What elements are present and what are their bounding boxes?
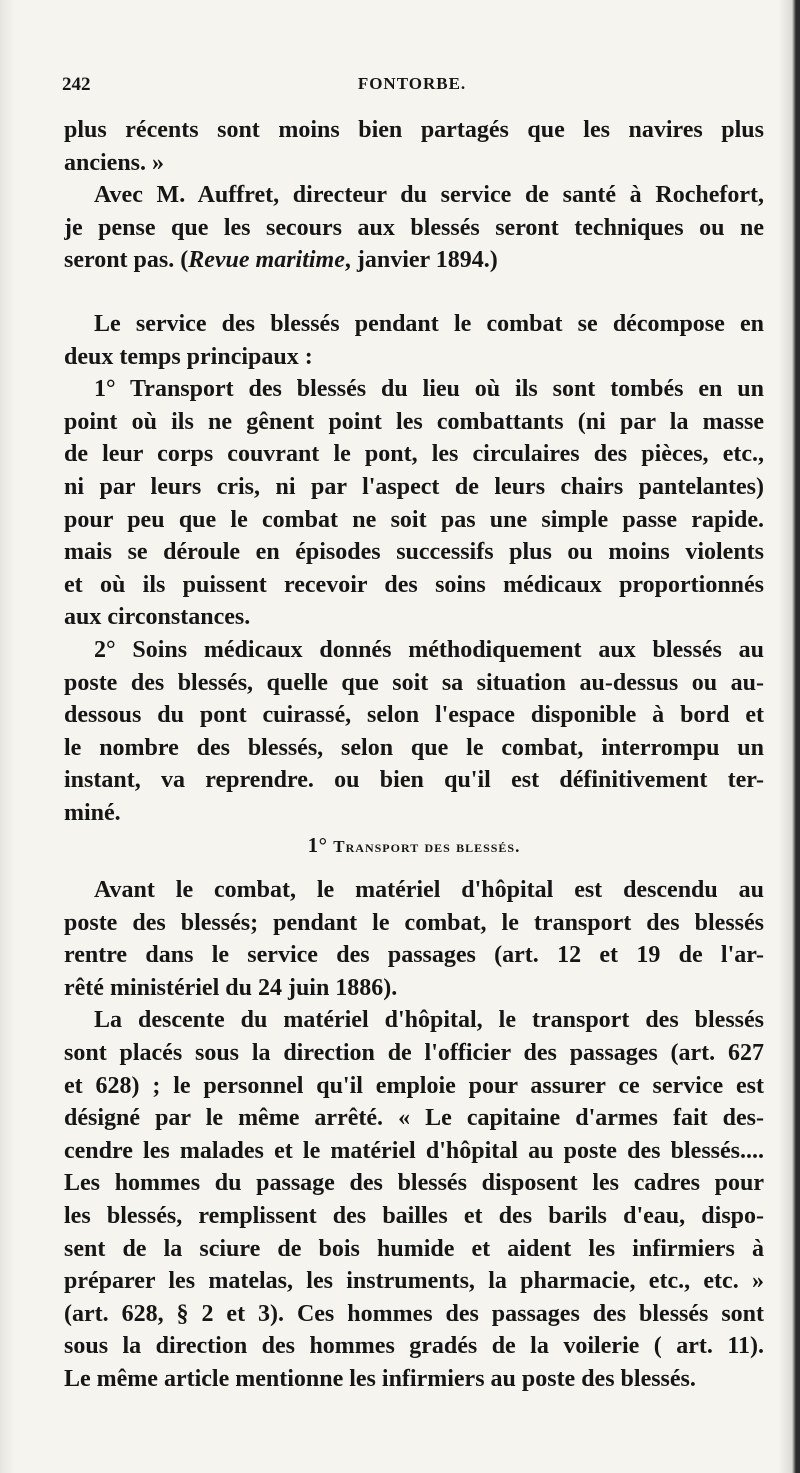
text-line: les blessés, remplissent des bailles et des barils d'eau, dispo- xyxy=(64,1203,764,1229)
text-line: mais se déroule en épisodes successifs plus ou moins violents xyxy=(64,539,764,566)
text-line: Le service des blessés pendant le combat se décompose en xyxy=(94,310,764,337)
text-line: de leur corps couvrant le pont, les circulaires des pièces, etc., xyxy=(64,441,764,468)
journal-title: Revue maritime xyxy=(188,247,345,274)
citation-close: , janvier 1894.) xyxy=(344,247,498,274)
paragraph-gap xyxy=(64,277,764,308)
section-number: 1° xyxy=(307,833,334,858)
text-line: 2° Soins médicaux donnés méthodiquement aux blessés au xyxy=(94,636,764,663)
section-title: Transport des blessés. xyxy=(333,837,521,857)
text-line: Avant le combat, le matériel d'hôpital est descendu au xyxy=(94,877,764,904)
text-line: sont placés sous la direction de l'officier des passages (art. 627 xyxy=(64,1040,764,1067)
text-line: deux temps principaux : xyxy=(64,343,313,370)
text-line: point où ils ne gênent point les combattants (ni par la masse xyxy=(64,408,764,435)
text-line: (art. 628, § 2 et 3). Ces hommes des passages des blessés sont xyxy=(64,1300,764,1327)
text-line: sous la direction des hommes gradés de la voilerie ( art. 11). xyxy=(64,1333,764,1360)
text-line: instant, va reprendre. ou bien qu'il est définitivement ter- xyxy=(64,767,764,794)
text-line: le nombre des blessés, selon que le combat, interrompu un xyxy=(64,734,764,761)
text-line: Le même article mentionne les infirmiers au poste des blessés. xyxy=(64,1365,696,1392)
text-line: poste des blessés, quelle que soit sa situation au-dessus ou au- xyxy=(64,669,764,696)
text-line: dessous du pont cuirassé, selon l'espace disponible à bord et xyxy=(64,702,764,729)
text-line: désigné par le même arrêté. « Le capitaine d'armes fait des- xyxy=(64,1105,764,1132)
running-title: FONTORBE. xyxy=(357,74,467,93)
heading-gap xyxy=(64,864,764,874)
text-line: 1° Transport des blessés du lieu où ils sont tombés en un xyxy=(94,376,764,403)
text-line: miné. xyxy=(64,799,121,826)
running-header xyxy=(62,74,762,104)
text-line: La descente du matériel d'hôpital, le transport des blessés xyxy=(94,1007,764,1034)
text-line: Les hommes du passage des blessés disposent les cadres pour xyxy=(64,1170,764,1197)
citation-open: seront pas. ( xyxy=(64,247,189,274)
body-text xyxy=(64,114,764,1396)
text-line: préparer les matelas, les instruments, la pharmacie, etc., etc. » xyxy=(64,1268,764,1295)
text-line: rentre dans le service des passages (art. 12 et 19 de l'ar- xyxy=(64,942,764,969)
text-line: Avec M. Auffret, directeur du service de santé à Rochefort, xyxy=(94,182,764,209)
text-line: rêté ministériel du 24 juin 1886). xyxy=(64,974,398,1001)
text-line: sent de la sciure de bois humide et aident les infirmiers à xyxy=(64,1235,764,1262)
text-line: cendre les malades et le matériel d'hôpital au poste des blessés.... xyxy=(64,1137,764,1164)
text-line: anciens. » xyxy=(64,149,165,176)
text-line: et 628) ; le personnel qu'il emploie pour assurer ce service est xyxy=(64,1072,764,1099)
text-line: ni par leurs cris, ni par l'aspect de leurs chairs pantelantes) xyxy=(64,473,764,500)
text-line-citation xyxy=(64,244,764,277)
text-line: pour peu que le combat ne soit pas une simple passe rapide. xyxy=(64,506,764,533)
page-number: 242 xyxy=(62,74,91,95)
text-line: et où ils puissent recevoir des soins médicaux proportionnés xyxy=(64,571,764,598)
text-line: plus récents sont moins bien partagés que les navires plus xyxy=(64,117,764,143)
text-line: je pense que les secours aux blessés seront techniques ou ne xyxy=(64,214,764,241)
text-line: poste des blessés; pendant le combat, le transport des blessés xyxy=(64,909,764,936)
text-line: aux circonstances. xyxy=(64,604,251,631)
section-heading xyxy=(64,829,764,864)
